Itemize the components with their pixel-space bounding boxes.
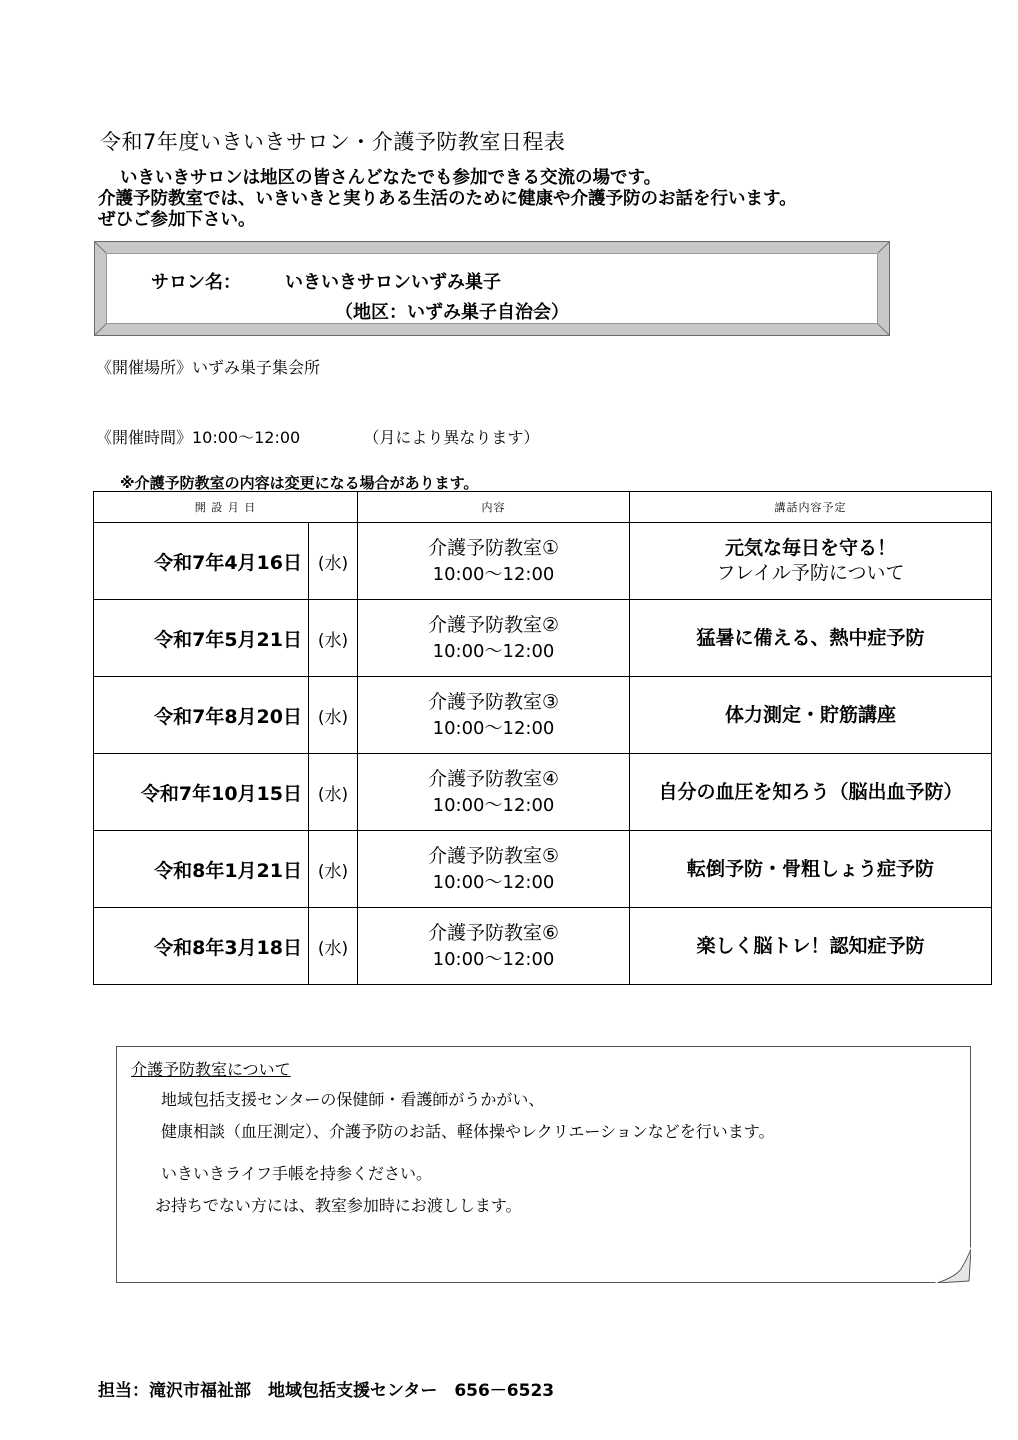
venue: 《開催場所》いずみ巣子集会所 bbox=[96, 358, 321, 377]
session-weekday: (水) bbox=[309, 523, 358, 600]
session-time: 10:00～12:00 bbox=[432, 717, 555, 739]
session-weekday: (水) bbox=[309, 831, 358, 908]
header-date: 開 設 月 日 bbox=[94, 492, 358, 523]
session-title: 介護予防教室④ bbox=[427, 767, 560, 790]
session-title: 介護予防教室① bbox=[427, 536, 560, 559]
topic-line-1: 楽しく脳トレ！認知症予防 bbox=[696, 934, 925, 957]
session-date: 令和7年8月20日 bbox=[94, 677, 309, 754]
session-time: 10:00～12:00 bbox=[432, 871, 555, 893]
about-box bbox=[116, 1046, 971, 1283]
session-weekday: (水) bbox=[309, 677, 358, 754]
schedule-table bbox=[93, 491, 992, 985]
session-content bbox=[358, 523, 630, 600]
hours bbox=[96, 425, 539, 448]
session-weekday: (水) bbox=[309, 908, 358, 985]
intro-line-1: いきいきサロンは地区の皆さんどなたでも参加できる交流の場です。 bbox=[120, 168, 662, 188]
intro-line-2: 介護予防教室では、いきいきと実りある生活のために健康や介護予防のお話を行います。 bbox=[98, 189, 797, 209]
topic-line-1: 体力測定・貯筋講座 bbox=[724, 703, 896, 726]
change-notice: ※介護予防教室の内容は変更になる場合があります。 bbox=[120, 474, 479, 492]
session-topic bbox=[630, 754, 992, 831]
page-curl-icon bbox=[935, 1247, 971, 1283]
table-header-row bbox=[94, 492, 992, 523]
about-title: 介護予防教室について bbox=[131, 1060, 291, 1079]
hours-note: （月により異なります） bbox=[363, 428, 540, 447]
session-content bbox=[358, 677, 630, 754]
session-date: 令和8年1月21日 bbox=[94, 831, 309, 908]
topic-line-2: フレイル予防について bbox=[716, 562, 905, 584]
session-title: 介護予防教室③ bbox=[427, 690, 560, 713]
header-topic: 講話内容予定 bbox=[630, 492, 992, 523]
contact-footer: 担当：滝沢市福祉部 地域包括支援センター 656－6523 bbox=[98, 1381, 555, 1401]
session-topic bbox=[630, 908, 992, 985]
session-weekday: (水) bbox=[309, 754, 358, 831]
table-row bbox=[94, 677, 992, 754]
session-content bbox=[358, 600, 630, 677]
session-date: 令和7年5月21日 bbox=[94, 600, 309, 677]
session-title: 介護予防教室⑤ bbox=[427, 844, 560, 867]
table-row bbox=[94, 908, 992, 985]
table-row bbox=[94, 523, 992, 600]
about-line-2: 健康相談（血圧測定）、介護予防のお話、軽体操やレクリエーションなどを行います。 bbox=[161, 1122, 775, 1141]
topic-line-1: 自分の血圧を知ろう（脳出血予防） bbox=[658, 780, 963, 803]
session-topic bbox=[630, 831, 992, 908]
session-topic bbox=[630, 677, 992, 754]
session-content bbox=[358, 754, 630, 831]
session-topic bbox=[630, 600, 992, 677]
session-topic bbox=[630, 523, 992, 600]
session-date: 令和8年3月18日 bbox=[94, 908, 309, 985]
topic-line-1: 転倒予防・骨粗しょう症予防 bbox=[686, 857, 934, 880]
about-line-3: いきいきライフ手帳を持参ください。 bbox=[161, 1164, 433, 1183]
session-time: 10:00～12:00 bbox=[432, 794, 555, 816]
session-content bbox=[358, 908, 630, 985]
session-date: 令和7年10月15日 bbox=[94, 754, 309, 831]
salon-name: いきいきサロンいずみ巣子 bbox=[285, 272, 501, 293]
session-weekday: (水) bbox=[309, 600, 358, 677]
session-content bbox=[358, 831, 630, 908]
salon-area: （地区：いずみ巣子自治会） bbox=[335, 302, 569, 323]
header-content: 内容 bbox=[358, 492, 630, 523]
session-time: 10:00～12:00 bbox=[432, 948, 555, 970]
topic-line-1: 元気な毎日を守る！ bbox=[724, 537, 896, 559]
session-date: 令和7年4月16日 bbox=[94, 523, 309, 600]
intro-line-3: ぜひご参加下さい。 bbox=[98, 210, 256, 230]
salon-name-label: サロン名： bbox=[151, 272, 241, 293]
table-row bbox=[94, 831, 992, 908]
hours-label: 《開催時間》10:00～12:00 bbox=[96, 428, 301, 447]
about-line-4: お持ちでない方には、教室参加時にお渡しします。 bbox=[155, 1196, 522, 1215]
page-title: 令和7年度いきいきサロン・介護予防教室日程表 bbox=[100, 130, 566, 154]
session-time: 10:00～12:00 bbox=[432, 640, 555, 662]
intro-text bbox=[98, 168, 797, 231]
table-row bbox=[94, 754, 992, 831]
topic-line-1: 猛暑に備える、熱中症予防 bbox=[696, 626, 925, 649]
table-row bbox=[94, 600, 992, 677]
session-time: 10:00～12:00 bbox=[432, 563, 555, 585]
salon-inner-panel bbox=[106, 253, 878, 324]
salon-name-box bbox=[94, 241, 890, 336]
session-title: 介護予防教室⑥ bbox=[427, 921, 560, 944]
session-title: 介護予防教室② bbox=[427, 613, 560, 636]
about-line-1: 地域包括支援センターの保健師・看護師がうかがい、 bbox=[161, 1090, 545, 1109]
